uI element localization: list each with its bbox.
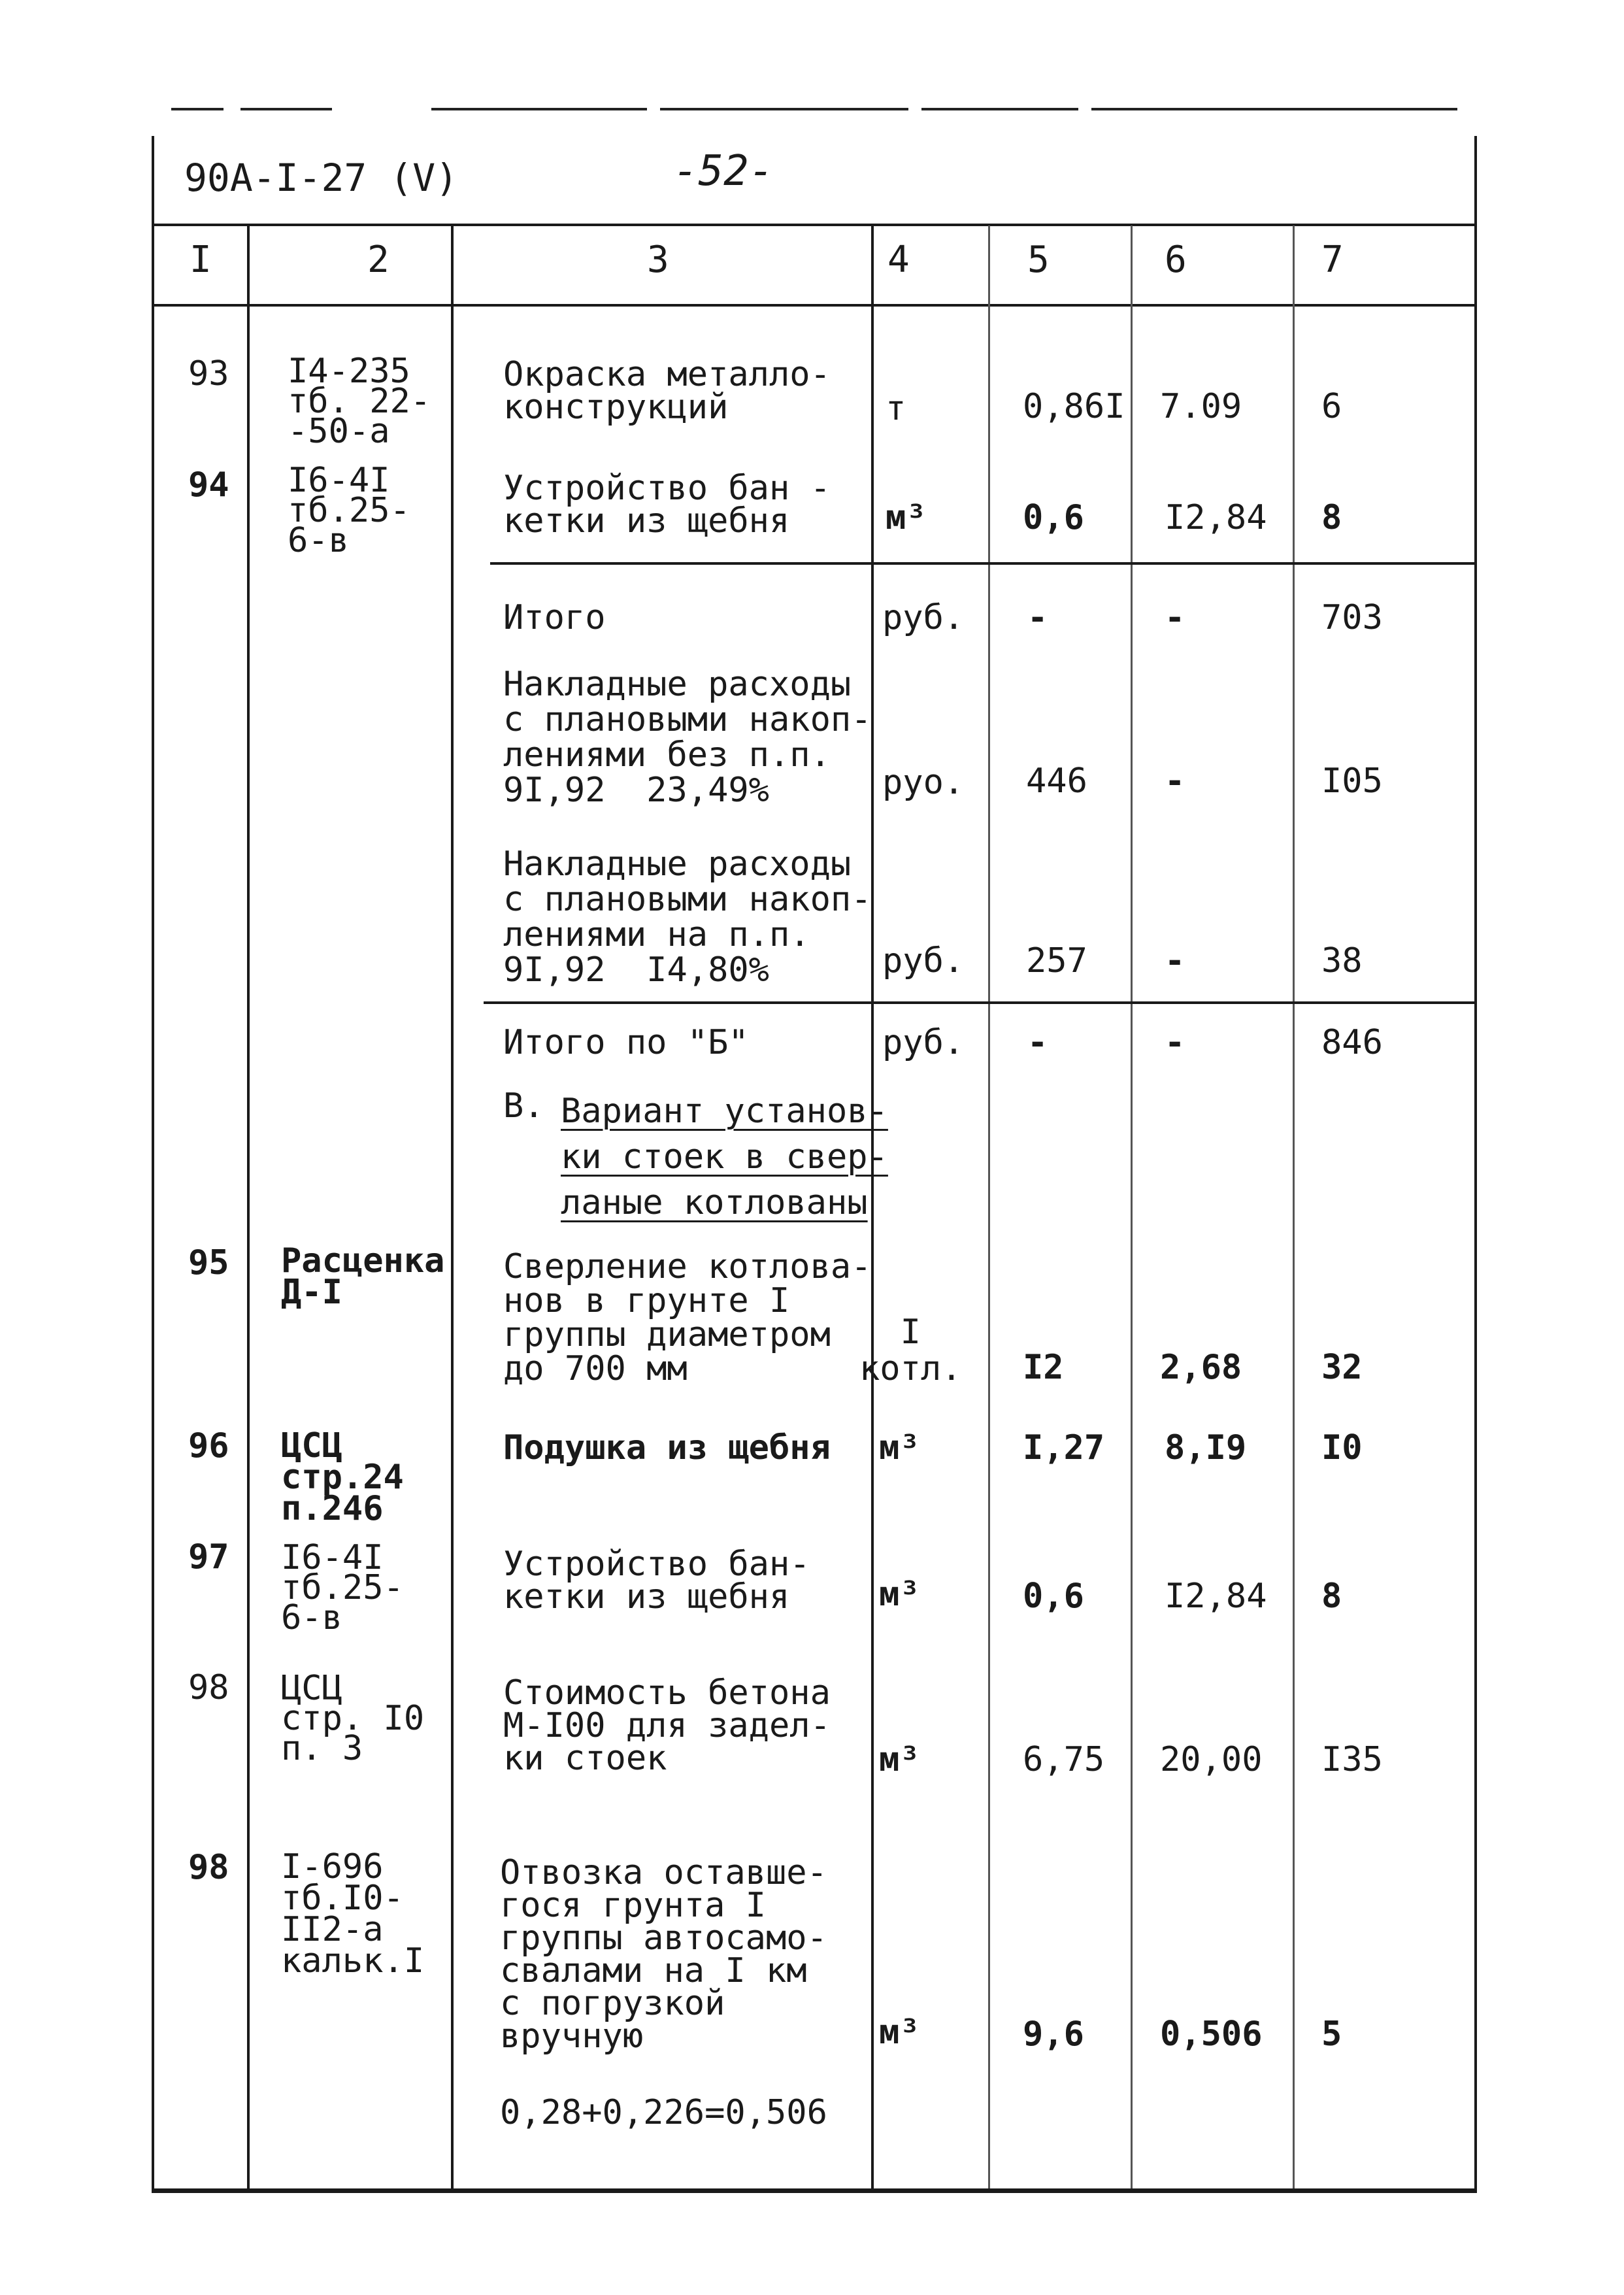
row-total: I05 xyxy=(1321,762,1383,801)
row-price: - xyxy=(1165,941,1185,980)
row-description: Стоимость бетона М-I00 для задел- ки стоек xyxy=(503,1673,831,1778)
row-code: I6-4I тб.25- 6-в xyxy=(281,1538,404,1637)
page-number: -52- xyxy=(673,147,774,195)
row-price: - xyxy=(1165,598,1185,637)
row-code: I4-235 тб. 22- -50-а xyxy=(288,352,431,451)
row-price: 7.09 xyxy=(1160,387,1242,426)
row-description: Сверление котлова- нов в грунте I группы диаметром до 700 мм xyxy=(503,1247,872,1388)
row-total: 8 xyxy=(1321,1577,1342,1616)
top-border-segment xyxy=(431,108,647,110)
column-header-5: 5 xyxy=(1027,239,1050,281)
row-unit: руб. xyxy=(882,598,965,637)
row-code: I6-4I тб.25- 6-в xyxy=(288,461,410,560)
column-header-7: 7 xyxy=(1321,239,1344,281)
row-unit: I котл. xyxy=(859,1313,962,1388)
row-description: Накладные расходы с плановыми накоп- лениями на п.п. 9I,92 I4,80% xyxy=(503,845,872,990)
top-border-segment xyxy=(921,108,1078,110)
row-description: Устройство бан - кетки из щебня xyxy=(503,469,831,541)
row-quantity: 257 xyxy=(1026,941,1087,980)
column-header-2: 2 xyxy=(367,239,389,281)
row-price: - xyxy=(1165,762,1185,801)
row-number: 95 xyxy=(188,1243,229,1282)
row-quantity: 0,86I xyxy=(1023,387,1125,426)
row-quantity: 0,6 xyxy=(1023,498,1084,537)
row-total: 32 xyxy=(1321,1348,1363,1387)
column-divider xyxy=(247,226,250,2188)
row-price: I2,84 xyxy=(1165,1577,1267,1616)
row-quantity: 446 xyxy=(1026,762,1087,801)
row-description: Итого xyxy=(503,598,606,637)
row-price: 2,68 xyxy=(1160,1348,1242,1387)
column-divider xyxy=(1293,226,1295,2188)
top-border-segment xyxy=(660,108,908,110)
document-code: 90А-I-27 (V) xyxy=(184,156,459,200)
row-quantity: 0,6 xyxy=(1023,1577,1084,1616)
row-price: I2,84 xyxy=(1165,498,1267,537)
row-total: I0 xyxy=(1321,1428,1363,1467)
header-bottom-line xyxy=(152,304,1474,307)
row-description: Устройство бан- кетки из щебня xyxy=(503,1545,810,1617)
row-quantity: - xyxy=(1027,598,1048,637)
row-description: Отвозка оставше- гося грунта I группы автосамо- свалами на I км с погрузкой вручную xyxy=(500,1853,827,2056)
row-code: ЦСЦ стр.24 п.246 xyxy=(281,1426,404,1528)
column-header-1: I xyxy=(190,239,212,281)
top-border-segment xyxy=(240,108,332,110)
row-total: 8 xyxy=(1321,498,1342,537)
row-total: 38 xyxy=(1321,941,1363,980)
row-price: 8,I9 xyxy=(1165,1428,1247,1467)
section-heading: Вариант установ- ки стоек в свер- ланые котлованы xyxy=(561,1092,888,1222)
row-total: 5 xyxy=(1321,2015,1342,2054)
row-total: 6 xyxy=(1321,387,1342,426)
row-unit: м³ xyxy=(879,1575,920,1614)
top-border-segment xyxy=(171,108,224,110)
row-price: - xyxy=(1165,1023,1185,1062)
row-total: 846 xyxy=(1321,1023,1383,1062)
column-header-3: 3 xyxy=(647,239,669,281)
row-unit: м³ xyxy=(879,2013,920,2052)
row-unit: т xyxy=(886,389,906,428)
column-divider xyxy=(1131,226,1133,2188)
column-header-6: 6 xyxy=(1165,239,1187,281)
row-description: Итого по "Б" xyxy=(503,1023,749,1062)
row-price: 0,506 xyxy=(1160,2015,1263,2054)
row-unit: м³ xyxy=(879,1428,920,1467)
column-header-4: 4 xyxy=(887,239,910,281)
row-quantity: 9,6 xyxy=(1023,2015,1084,2054)
row-quantity: 6,75 xyxy=(1023,1740,1105,1779)
calculation-formula: 0,28+0,226=0,506 xyxy=(500,2093,827,2132)
row-unit: м³ xyxy=(886,498,927,537)
row-unit: руб. xyxy=(882,1023,965,1062)
row-total: I35 xyxy=(1321,1740,1383,1779)
row-number: 93 xyxy=(188,354,229,394)
row-number: 98 xyxy=(188,1668,229,1707)
row-unit: руб. xyxy=(882,941,965,980)
row-number: 97 xyxy=(188,1537,229,1577)
row-quantity: I2 xyxy=(1023,1348,1064,1387)
row-description: Подушка из щебня xyxy=(503,1428,831,1467)
header-top-line xyxy=(152,224,1474,226)
row-quantity: - xyxy=(1027,1023,1048,1062)
row-price: 20,00 xyxy=(1160,1740,1263,1779)
row-code: I-696 тб.I0- II2-а кальк.I xyxy=(281,1847,425,1981)
row-number: 96 xyxy=(188,1426,229,1466)
row-unit: м³ xyxy=(879,1740,920,1779)
column-divider xyxy=(988,226,990,2188)
column-divider xyxy=(451,226,454,2188)
row-number: 94 xyxy=(188,465,229,505)
row-code: Расценка Д-I xyxy=(281,1241,445,1312)
row-unit: руо. xyxy=(882,763,965,802)
row-description: Накладные расходы с плановыми накоп- лениями без п.п. 9I,92 23,49% xyxy=(503,665,872,810)
section-prefix: В. xyxy=(503,1086,544,1126)
subtotal-separator xyxy=(490,562,1474,565)
row-total: 703 xyxy=(1321,598,1383,637)
subtotal-separator xyxy=(484,1001,1474,1004)
row-description: Окраска металло- конструкций xyxy=(503,355,831,427)
row-quantity: I,27 xyxy=(1023,1428,1105,1467)
row-code: ЦСЦ стр. I0 п. 3 xyxy=(281,1669,425,1768)
top-border-segment xyxy=(1091,108,1457,110)
row-number: 98 xyxy=(188,1848,229,1887)
